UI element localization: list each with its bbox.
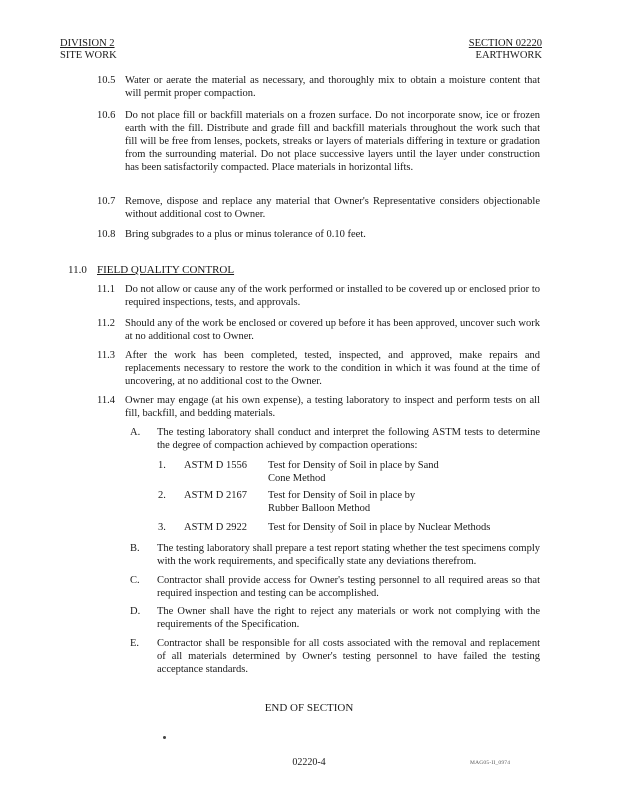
astm-description: Test for Density of Soil in place by Rubber Balloon Method [268, 490, 416, 514]
astm-code: ASTM D 2167 [184, 490, 248, 501]
item-number: 11.4 [97, 395, 115, 406]
item-text: After the work has been completed, tested, inspected, and approved, make repairs and replacements necessary to restore the work to the condition in which it was found at the time of uncovering, at no additional cost to the Owner. [125, 350, 540, 387]
section-label: SECTION 02220 [468, 38, 542, 49]
document-stamp: MAG05-II_0974 [470, 760, 511, 766]
header-left [60, 38, 117, 62]
subitem-letter: C. [130, 575, 140, 586]
section-heading-title: FIELD QUALITY CONTROL [97, 264, 235, 276]
header-right [469, 38, 542, 62]
division-title: SITE WORK [60, 50, 117, 61]
section-title: EARTHWORK [475, 50, 542, 61]
item-text: Water or aerate the material as necessary, and thoroughly mix to obtain a moisture content that will permit proper compaction. [125, 75, 540, 99]
item-text: Bring subgrades to a plus or minus tolerance of 0.10 feet. [125, 229, 366, 240]
scan-speck [163, 736, 166, 739]
astm-description: Test for Density of Soil in place by Nuclear Methods [268, 522, 491, 533]
item-number: 11.3 [97, 350, 115, 361]
item-text: Remove, dispose and replace any material that Owner's Representative considers objectionable without additional cost to Owner. [125, 196, 540, 220]
page-number: 02220-4 [292, 757, 326, 768]
item-number: 11.1 [97, 284, 115, 295]
item-number: 10.5 [97, 75, 116, 86]
astm-code: ASTM D 2922 [184, 522, 248, 533]
astm-number: 3. [158, 522, 166, 533]
item-number: 10.6 [97, 110, 116, 121]
subitem-text: The testing laboratory shall conduct and interpret the following ASTM tests to determine the degree of compaction achieved by compaction operations: [157, 427, 540, 451]
division-label: DIVISION 2 [60, 38, 115, 49]
subitem-text: Contractor shall provide access for Owner's testing personnel to all required areas so that required inspection and testing can be accomplished. [157, 575, 540, 599]
astm-number: 2. [158, 490, 166, 501]
subitem-text: The Owner shall have the right to reject any materials or work not complying with the requirements of the Specification. [157, 606, 540, 630]
item-text: Do not place fill or backfill materials on a frozen surface. Do not incorporate snow, ice or frozen earth with the fill. Distribute and grade fill and backfill materials throughout the work such that fill will be free from lenses, pockets, streaks or layers of materials differing in texture or gradation from the surrounding material. Do not place successive layers until the layer under construction has been satisfactorily compacted. Place materials in horizontal lifts. [125, 110, 540, 173]
end-of-section: END OF SECTION [264, 702, 354, 714]
astm-code: ASTM D 1556 [184, 460, 248, 471]
subitem-letter: B. [130, 543, 140, 554]
subitem-letter: A. [130, 427, 141, 438]
section-heading-number: 11.0 [68, 264, 87, 276]
item-number: 10.8 [97, 229, 116, 240]
item-text: Owner may engage (at his own expense), a testing laboratory to inspect and perform tests on all fill, backfill, and bedding materials. [125, 395, 540, 419]
item-text: Do not allow or cause any of the work performed or installed to be covered up or enclosed prior to required inspections, tests, and approvals. [125, 284, 540, 308]
subitem-letter: E. [130, 638, 140, 649]
subitem-letter: D. [130, 606, 141, 617]
subitem-text: The testing laboratory shall prepare a test report stating whether the test specimens comply with the work requirements, and specifically state any deviations therefrom. [157, 543, 540, 567]
item-number: 11.2 [97, 318, 115, 329]
astm-number: 1. [158, 460, 166, 471]
item-text: Should any of the work be enclosed or covered up before it has been approved, uncover such work at no additional cost to Owner. [125, 318, 540, 342]
astm-description: Test for Density of Soil in place by Sand Cone Method [268, 460, 439, 484]
subitem-text: Contractor shall be responsible for all costs associated with the removal and replacement of all materials determined by Owner's testing personnel to have failed the testing acceptance standards. [157, 638, 540, 675]
item-number: 10.7 [97, 196, 116, 207]
